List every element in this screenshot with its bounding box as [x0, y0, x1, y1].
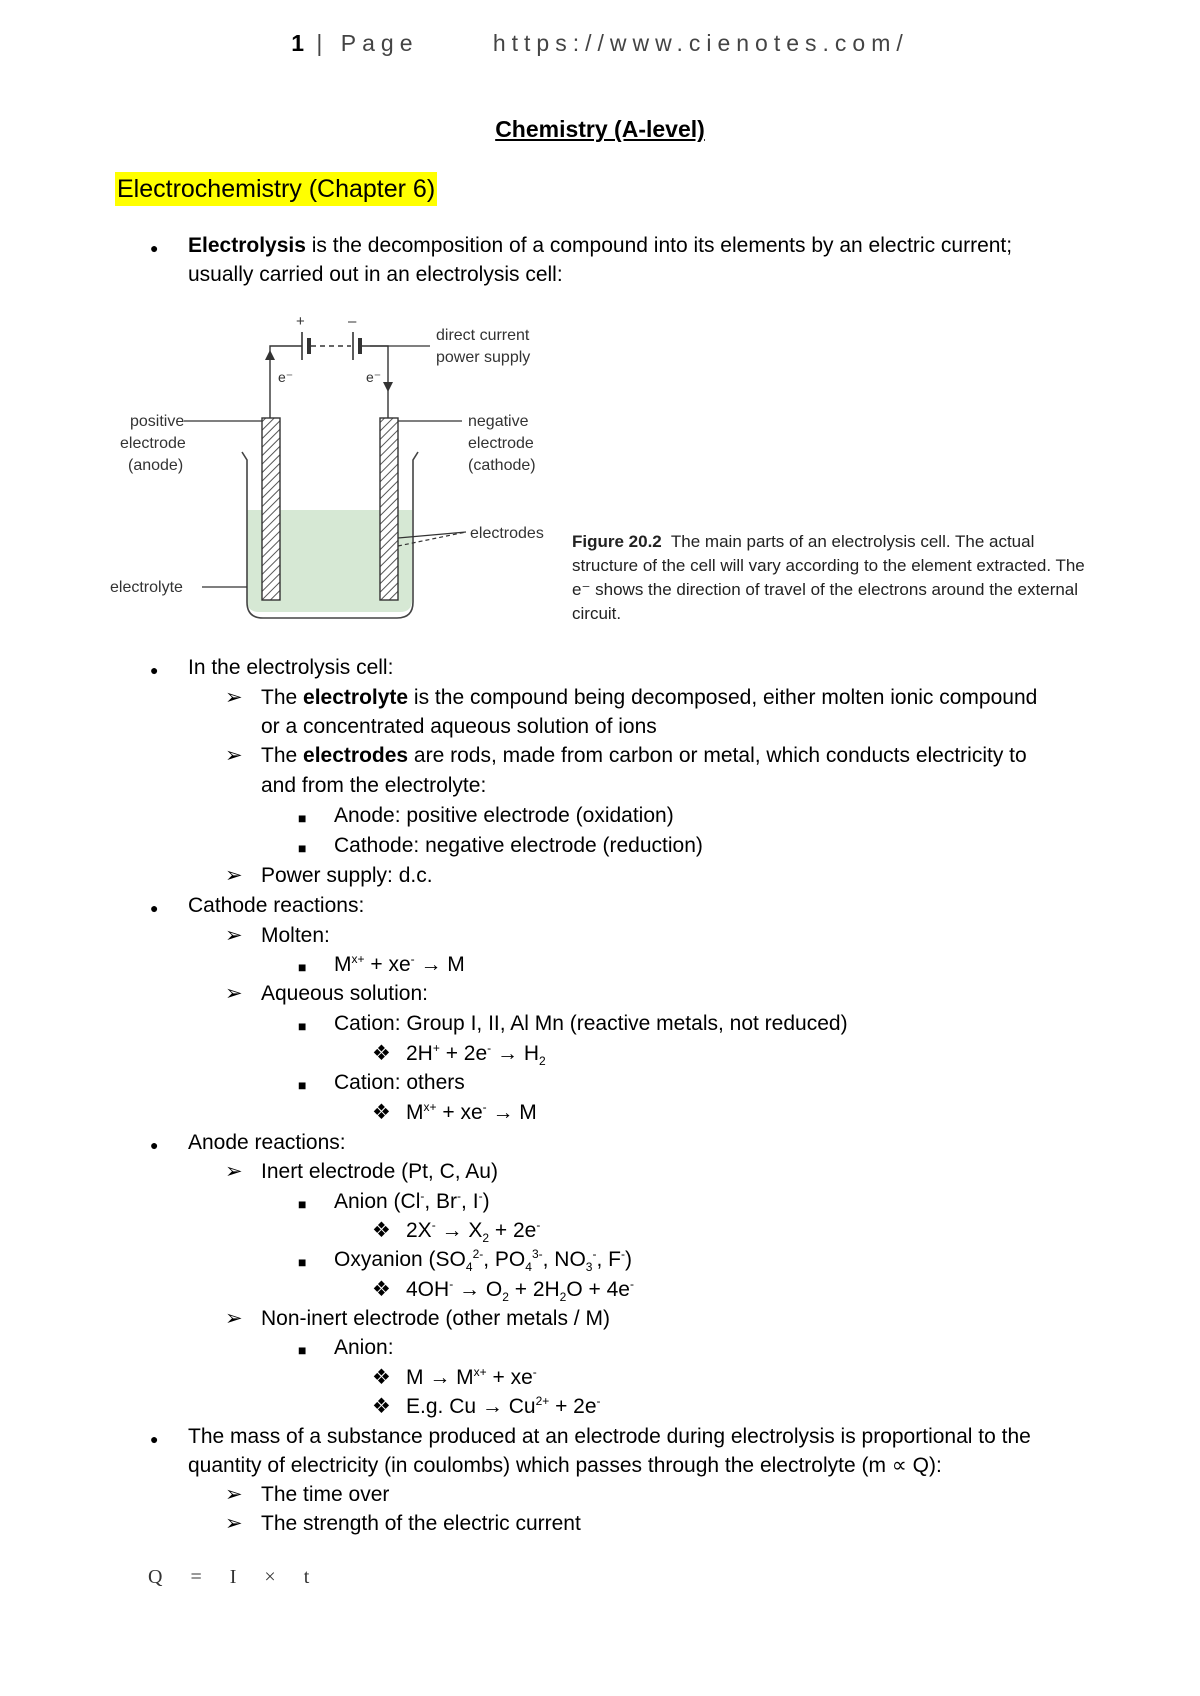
- diamond-bullet: ❖: [372, 1042, 391, 1065]
- arrow-bullet: ➢: [225, 744, 243, 767]
- arrow-bullet: ➢: [225, 686, 243, 709]
- mass-line-1: The mass of a substance produced at an electrode during electrolysis is proportional to the: [188, 1425, 1031, 1448]
- electrolyte-line: The electrolyte is the compound being decomposed, either molten ionic compound: [261, 686, 1038, 709]
- square-bullet: ■: [298, 840, 307, 856]
- electrolyte-line-cont: or a concentrated aqueous solution of ions: [261, 715, 657, 738]
- intro-line-2: usually carried out in an electrolysis cell:: [188, 263, 563, 286]
- power-supply-line: Power supply: d.c.: [261, 864, 433, 887]
- square-bullet: ■: [298, 1018, 307, 1034]
- electrolyte-label: electrolyte: [110, 579, 183, 596]
- figure-caption-number: Figure 20.2: [572, 532, 662, 551]
- diamond-bullet: ❖: [372, 1366, 391, 1389]
- diamond-bullet: ❖: [372, 1219, 391, 1242]
- arrow-bullet: ➢: [225, 1483, 243, 1506]
- aqueous-line: Aqueous solution:: [261, 982, 428, 1005]
- metal-oxidation-equation: $M \to M^{x+} + xe^-$: [406, 1365, 537, 1389]
- square-bullet: ■: [298, 810, 307, 826]
- electrodes-label: electrodes: [470, 525, 544, 542]
- square-bullet: ■: [298, 1077, 307, 1093]
- copper-equation: E.g. $Cu \to Cu^{2+} + 2e^-$: [406, 1394, 601, 1418]
- electrodes-line-cont: and from the electrolyte:: [261, 774, 487, 797]
- header-url[interactable]: https://www.cienotes.com/: [492, 30, 909, 56]
- chapter-heading: Electrochemistry (Chapter 6): [115, 172, 437, 206]
- metal-reduction-equation: $M^{x+} + xe^- \to M$: [406, 1100, 537, 1124]
- negative-label-2: electrode: [468, 435, 534, 452]
- arrow-bullet: ➢: [225, 1307, 243, 1330]
- time-line: The time over: [261, 1483, 390, 1506]
- halide-equation: $2X^- \to X_2 + 2e^-$: [406, 1218, 541, 1246]
- intro-line-1: [188, 232, 1012, 260]
- diamond-bullet: ❖: [372, 1395, 391, 1418]
- electron-label-left: e⁻: [278, 369, 294, 385]
- anode-definition: Anode: positive electrode (oxidation): [334, 804, 674, 827]
- page-number: 1: [291, 30, 305, 56]
- electrolysis-cell-figure: [110, 310, 570, 630]
- cathode-reactions-heading: Cathode reactions:: [188, 894, 365, 917]
- positive-label-1: positive: [130, 413, 185, 430]
- non-inert-electrode-line: Non-inert electrode (other metals / M): [261, 1307, 610, 1330]
- bullet-dot: ●: [150, 240, 159, 256]
- bullet-dot: ●: [150, 1431, 159, 1447]
- bullet-dot: ●: [150, 1137, 159, 1153]
- charge-formula: Q = I × t: [148, 1566, 310, 1588]
- anion-line: Anion:: [334, 1336, 394, 1359]
- cathode-definition: Cathode: negative electrode (reduction): [334, 834, 703, 857]
- negative-label-1: negative: [468, 413, 529, 430]
- anode-rod: [262, 418, 280, 600]
- page-label: | Page: [316, 30, 419, 56]
- arrow-bullet: ➢: [225, 864, 243, 887]
- intro-text: is the decomposition of a compound into its elements by an electric current;: [305, 234, 1013, 257]
- current-strength-line: The strength of the electric current: [261, 1512, 581, 1535]
- power-label-2: power supply: [436, 349, 531, 366]
- cation-group-line: Cation: Group I, II, Al Mn (reactive metals, not reduced): [334, 1012, 848, 1035]
- plus-sign: +: [296, 313, 305, 330]
- electrodes-line: The electrodes are rods, made from carbon or metal, which conducts electricity to: [261, 744, 1027, 767]
- molten-equation: $M^{x+} + xe^- \to M$: [334, 952, 465, 976]
- arrow-bullet: ➢: [225, 982, 243, 1005]
- bullet-dot: ●: [150, 900, 159, 916]
- positive-label-3: (anode): [128, 457, 184, 474]
- anion-halide-line: Anion (Cl-, Br-, I-): [334, 1189, 490, 1213]
- minus-sign: –: [348, 313, 357, 330]
- cell-heading: In the electrolysis cell:: [188, 656, 394, 679]
- diamond-bullet: ❖: [372, 1278, 391, 1301]
- inert-electrode-line: Inert electrode (Pt, C, Au): [261, 1160, 498, 1183]
- document-title: Chemistry (A-level): [495, 116, 705, 142]
- square-bullet: ■: [298, 1342, 307, 1358]
- arrow-bullet: ➢: [225, 1160, 243, 1183]
- negative-label-3: (cathode): [468, 457, 536, 474]
- figure-caption-text: The main parts of an electrolysis cell. The actual structure of the cell will vary according to the element extracted. The e⁻ shows the direction of travel of the electrons around the external circuit.: [572, 532, 1085, 623]
- square-bullet: ■: [298, 959, 307, 975]
- oxyanion-line: Oxyanion ($SO_4^{2-}$, $PO_4^{3-}$, $NO_3^-$, F-): [334, 1247, 632, 1275]
- arrow-bullet: ➢: [225, 924, 243, 947]
- page-header: [0, 30, 1200, 57]
- cathode-rod: [380, 418, 398, 600]
- power-label-1: direct current: [436, 327, 530, 344]
- hydrogen-equation: $2H^+ + 2e^- \to H_2$: [406, 1041, 546, 1069]
- bullet-dot: ●: [150, 662, 159, 678]
- electrolysis-term: Electrolysis: [188, 234, 306, 257]
- anode-reactions-heading: Anode reactions:: [188, 1131, 346, 1154]
- figure-caption: [572, 530, 1092, 626]
- hydroxide-equation: $4OH^- \to O_2 + 2H_2O + 4e^-$: [406, 1277, 634, 1305]
- positive-label-2: electrode: [120, 435, 186, 452]
- mass-line-2: quantity of electricity (in coulombs) which passes through the electrolyte (m ∝ Q):: [188, 1454, 942, 1477]
- diamond-bullet: ❖: [372, 1101, 391, 1124]
- electron-label-right: e⁻: [366, 369, 382, 385]
- arrow-bullet: ➢: [225, 1512, 243, 1535]
- square-bullet: ■: [298, 1254, 307, 1270]
- square-bullet: ■: [298, 1196, 307, 1212]
- molten-line: Molten:: [261, 924, 330, 947]
- cation-others-line: Cation: others: [334, 1071, 465, 1094]
